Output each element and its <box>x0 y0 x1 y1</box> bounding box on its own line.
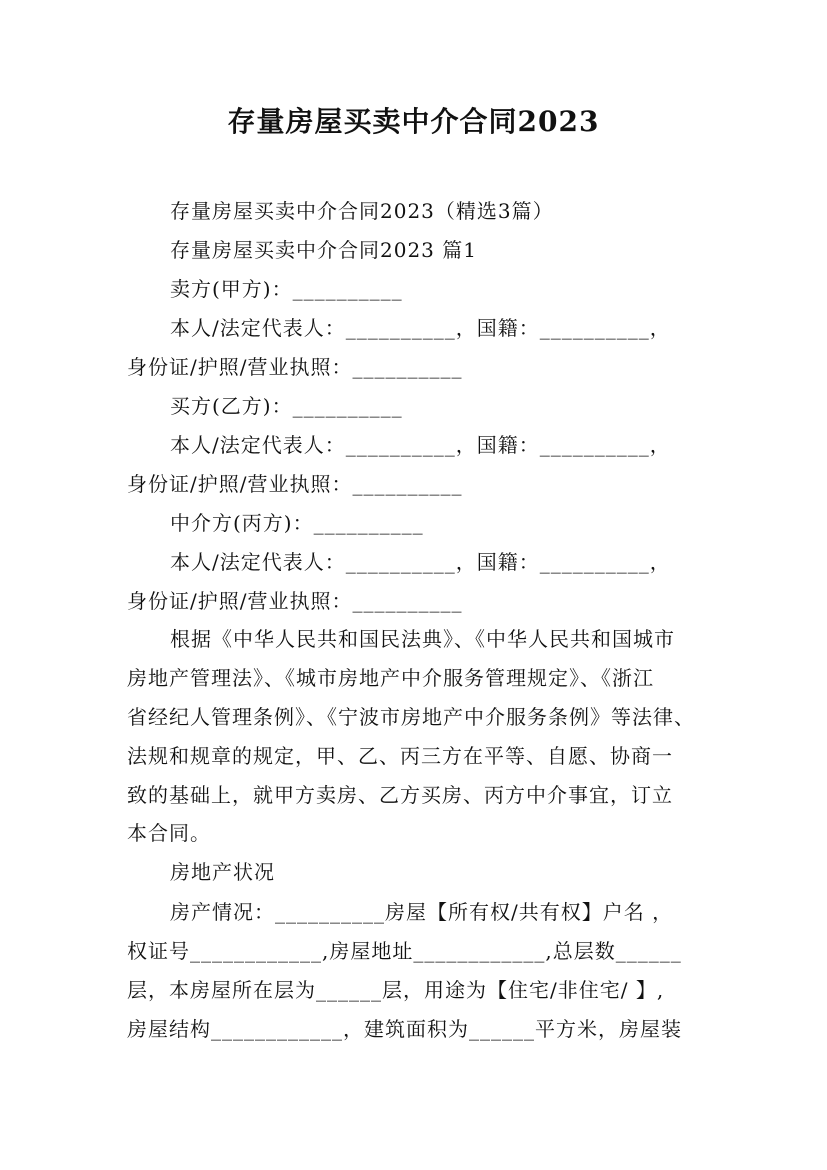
document-line: 致的基础上，就甲方卖房、乙方买房、丙方中介事宜，订立 <box>127 783 673 807</box>
document-line: 本人/法定代表人：__________，国籍：__________， <box>170 550 671 574</box>
document-line: 省经纪人管理条例》、《宁波市房地产中介服务条例》等法律、 <box>127 705 695 729</box>
section-heading: 房地产状况 <box>170 860 275 884</box>
document-line: 本合同。 <box>127 821 211 845</box>
document-line: 房产情况：__________房屋【所有权/共有权】户名 ， <box>170 900 674 924</box>
document-line: 本人/法定代表人：__________，国籍：__________， <box>170 433 671 457</box>
document-line: 根据《中华人民共和国民法典》、《中华人民共和国城市 <box>170 627 675 651</box>
document-line: 本人/法定代表人：__________，国籍：__________， <box>170 316 671 340</box>
document-line: 卖方(甲方)：__________ <box>170 277 403 301</box>
document-line: 身份证/护照/营业执照：__________ <box>127 355 463 379</box>
document-title: 存量房屋买卖中介合同2023 <box>227 105 600 138</box>
document-line: 层，本房屋所在层为______层，用途为【住宅/非住宅/ 】, <box>127 978 665 1002</box>
document-line: 买方(乙方)：__________ <box>170 394 403 418</box>
document-line: 存量房屋买卖中介合同2023 篇1 <box>170 238 477 262</box>
document-line: 房地产管理法》、《城市房地产中介服务管理规定》、《浙江 <box>127 666 654 690</box>
document-line: 身份证/护照/营业执照：__________ <box>127 589 463 613</box>
document-line: 存量房屋买卖中介合同2023（精选3篇） <box>170 199 554 223</box>
document-line: 权证号____________,房屋地址____________,总层数______ <box>127 939 682 963</box>
document-line: 法规和规章的规定，甲、乙、丙三方在平等、自愿、协商一 <box>127 744 673 768</box>
document-line: 房屋结构____________，建筑面积为______平方米，房屋装 <box>127 1017 682 1041</box>
document-line: 身份证/护照/营业执照：__________ <box>127 472 463 496</box>
document-line: 中介方(丙方)：__________ <box>170 511 424 535</box>
